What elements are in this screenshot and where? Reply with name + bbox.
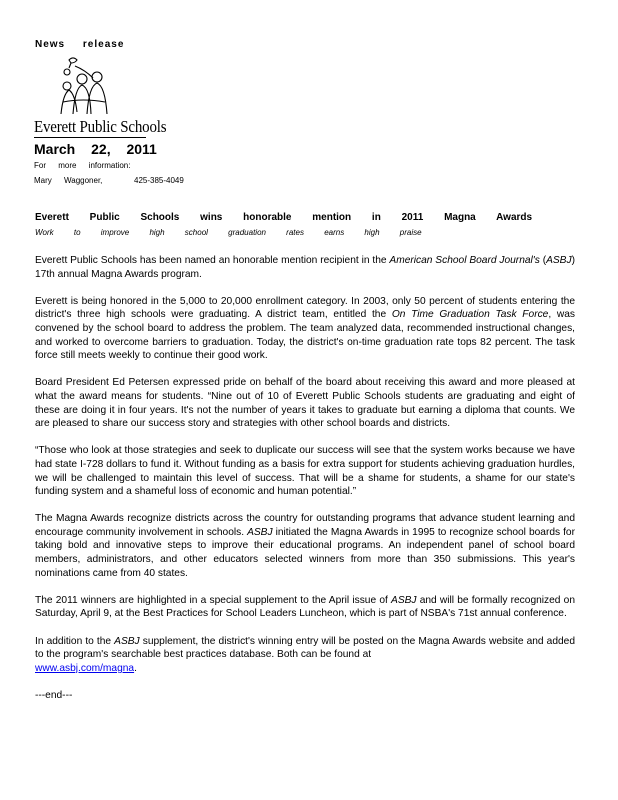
subheadline: Work to improve high school graduation rates earns high praise	[35, 228, 422, 237]
magna-awards-link[interactable]: www.asbj.com/magna	[35, 662, 135, 674]
paragraph-5: The Magna Awards recognize districts across the country for outstanding programs that advance student learning and encourage community involvement in schools. ASBJ initiated the Magna Awards in 1995 to recognize school boards for taking bold and innovative steps to improve their educational programs. An independent panel of school board members, administrators, and other educators selected winners from more than 350 submissions. This year's nominations came from 40 states.	[35, 513, 575, 579]
school-logo-icon	[55, 54, 115, 116]
task-force-name: On Time Graduation Task Force	[391, 309, 549, 321]
district-name-logo: Everett Public Schools	[34, 117, 167, 136]
end-marker: ---end---	[35, 690, 73, 702]
paragraph-3: Board President Ed Petersen expressed pride on behalf of the board about receiving this award and more pleased at what the award means for students. “Nine out of 10 of Everett Public Schools students are graduating and eight of these are doing it in four years. It's not the number of years it takes to graduate but earning a diploma that counts. We are pleased to share our success story and strategies with other school boards and districts.	[35, 377, 575, 430]
article-body	[35, 254, 575, 703]
paragraph-2: Everett is being honored in the 5,000 to 20,000 enrollment category. In 2003, only 50 percent of students entering the district's three high schools were graduating. A district team, entitled the On Time Graduation Task Force, was convened by the school board to address the problem. The team analyzed data, recommended instructional changes, and worked to overcome barriers to graduation. Today, the district's on-time graduation rate tops 82 percent. The task force still meets weekly to continue their good work.	[35, 295, 575, 362]
paragraph-6: The 2011 winners are highlighted in a special supplement to the April issue of ASBJ and will be formally recognized on Saturday, April 9, at the Best Practices for School Leaders Luncheon, which is part of NSBA's 71st annual conference.	[35, 594, 575, 620]
contact-phone: 425-385-4049	[134, 176, 184, 185]
paragraph-1: Everett Public Schools has been named an honorable mention recipient in the American School Board Journal's (ASBJ) 17th annual Magna Awards program.	[35, 255, 575, 280]
contact-name: Mary Waggoner,	[34, 176, 103, 185]
paragraph-4: “Those who look at those strategies and seek to duplicate our success will see that the system works because we have had state I-728 dollars to fund it. Without funding as a basis for extra support for students achieving graduation hurdles, we will be challenged to maintain this level of success. That will be a shame for students, a shame for our state's funding system and a shameful loss of economic and human potential.”	[35, 445, 575, 498]
paragraph-7: In addition to the ASBJ supplement, the district's winning entry will be posted on the Magna Awards website and added to the program's searchable best practices database. Both can be found at www.asbj.com/magna.	[35, 635, 575, 674]
contact-info	[34, 176, 234, 185]
contact-label: For more information:	[34, 161, 131, 170]
news-release-label: News release	[35, 39, 125, 50]
publication-name: American School Board Journal's	[389, 255, 540, 266]
logo-underline	[34, 137, 146, 138]
headline: Everett Public Schools wins honorable mention in 2011 Magna Awards	[35, 212, 533, 223]
release-date: March 22, 2011	[34, 141, 157, 157]
